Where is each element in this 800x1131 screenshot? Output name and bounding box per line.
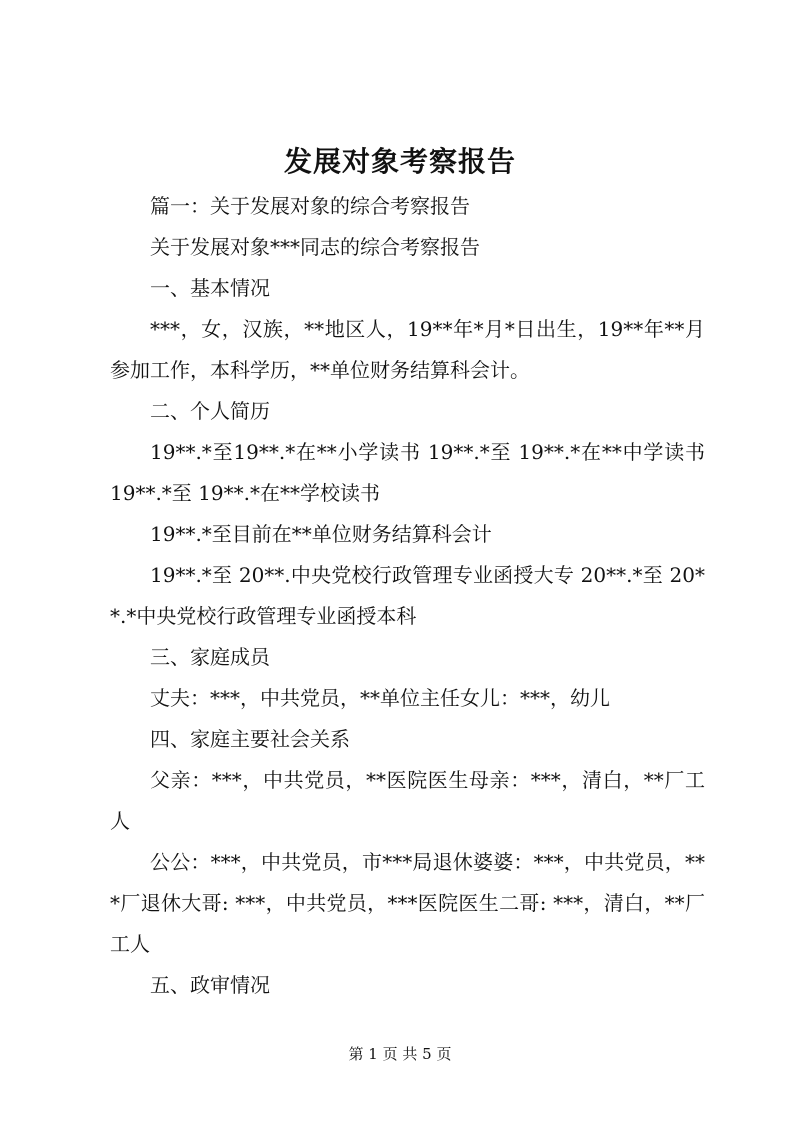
paragraph-1: 篇一：关于发展对象的综合考察报告 — [150, 194, 470, 218]
page-number-footer: 第 1 页 共 5 页 — [348, 1045, 452, 1063]
document-title: 发展对象考察报告 — [283, 145, 516, 178]
document-body — [110, 186, 705, 1006]
paragraph-2: 关于发展对象***同志的综合考察报告 — [150, 235, 480, 259]
section-heading-3: 三、家庭成员 — [150, 645, 270, 669]
section-heading-1: 一、基本情况 — [150, 276, 270, 300]
section-heading-5: 五、政审情况 — [150, 973, 270, 997]
paragraph-resume-1: 19**.*至19**.*在**小学读书 19**.*至 19**.*在**中学读书 19**.*至 19**.*在**学校读书 — [110, 440, 705, 505]
paragraph-relations-1: 父亲：***，中共党员，**医院医生母亲：***，清白，**厂工人 — [110, 768, 705, 833]
section-heading-4: 四、家庭主要社会关系 — [150, 727, 350, 751]
paragraph-resume-3: 19**.*至 20**.中央党校行政管理专业函授大专 20**.*至 20**.*中央党校行政管理专业函授本科 — [110, 563, 705, 628]
section-heading-2: 二、个人简历 — [150, 399, 270, 423]
paragraph-family: 丈夫：***，中共党员，**单位主任女儿：***，幼儿 — [150, 686, 610, 710]
paragraph-resume-2: 19**.*至目前在**单位财务结算科会计 — [150, 522, 492, 546]
paragraph-basic-info: ***，女，汉族，**地区人，19**年*月*日出生，19**年**月参加工作，本科学历，**单位财务结算科会计。 — [110, 317, 705, 382]
paragraph-relations-2: 公公：***，中共党员，市***局退休婆婆：***，中共党员，***厂退休大哥: ***，中共党员，***医院医生二哥: ***，清白，**厂工人 — [110, 850, 705, 956]
